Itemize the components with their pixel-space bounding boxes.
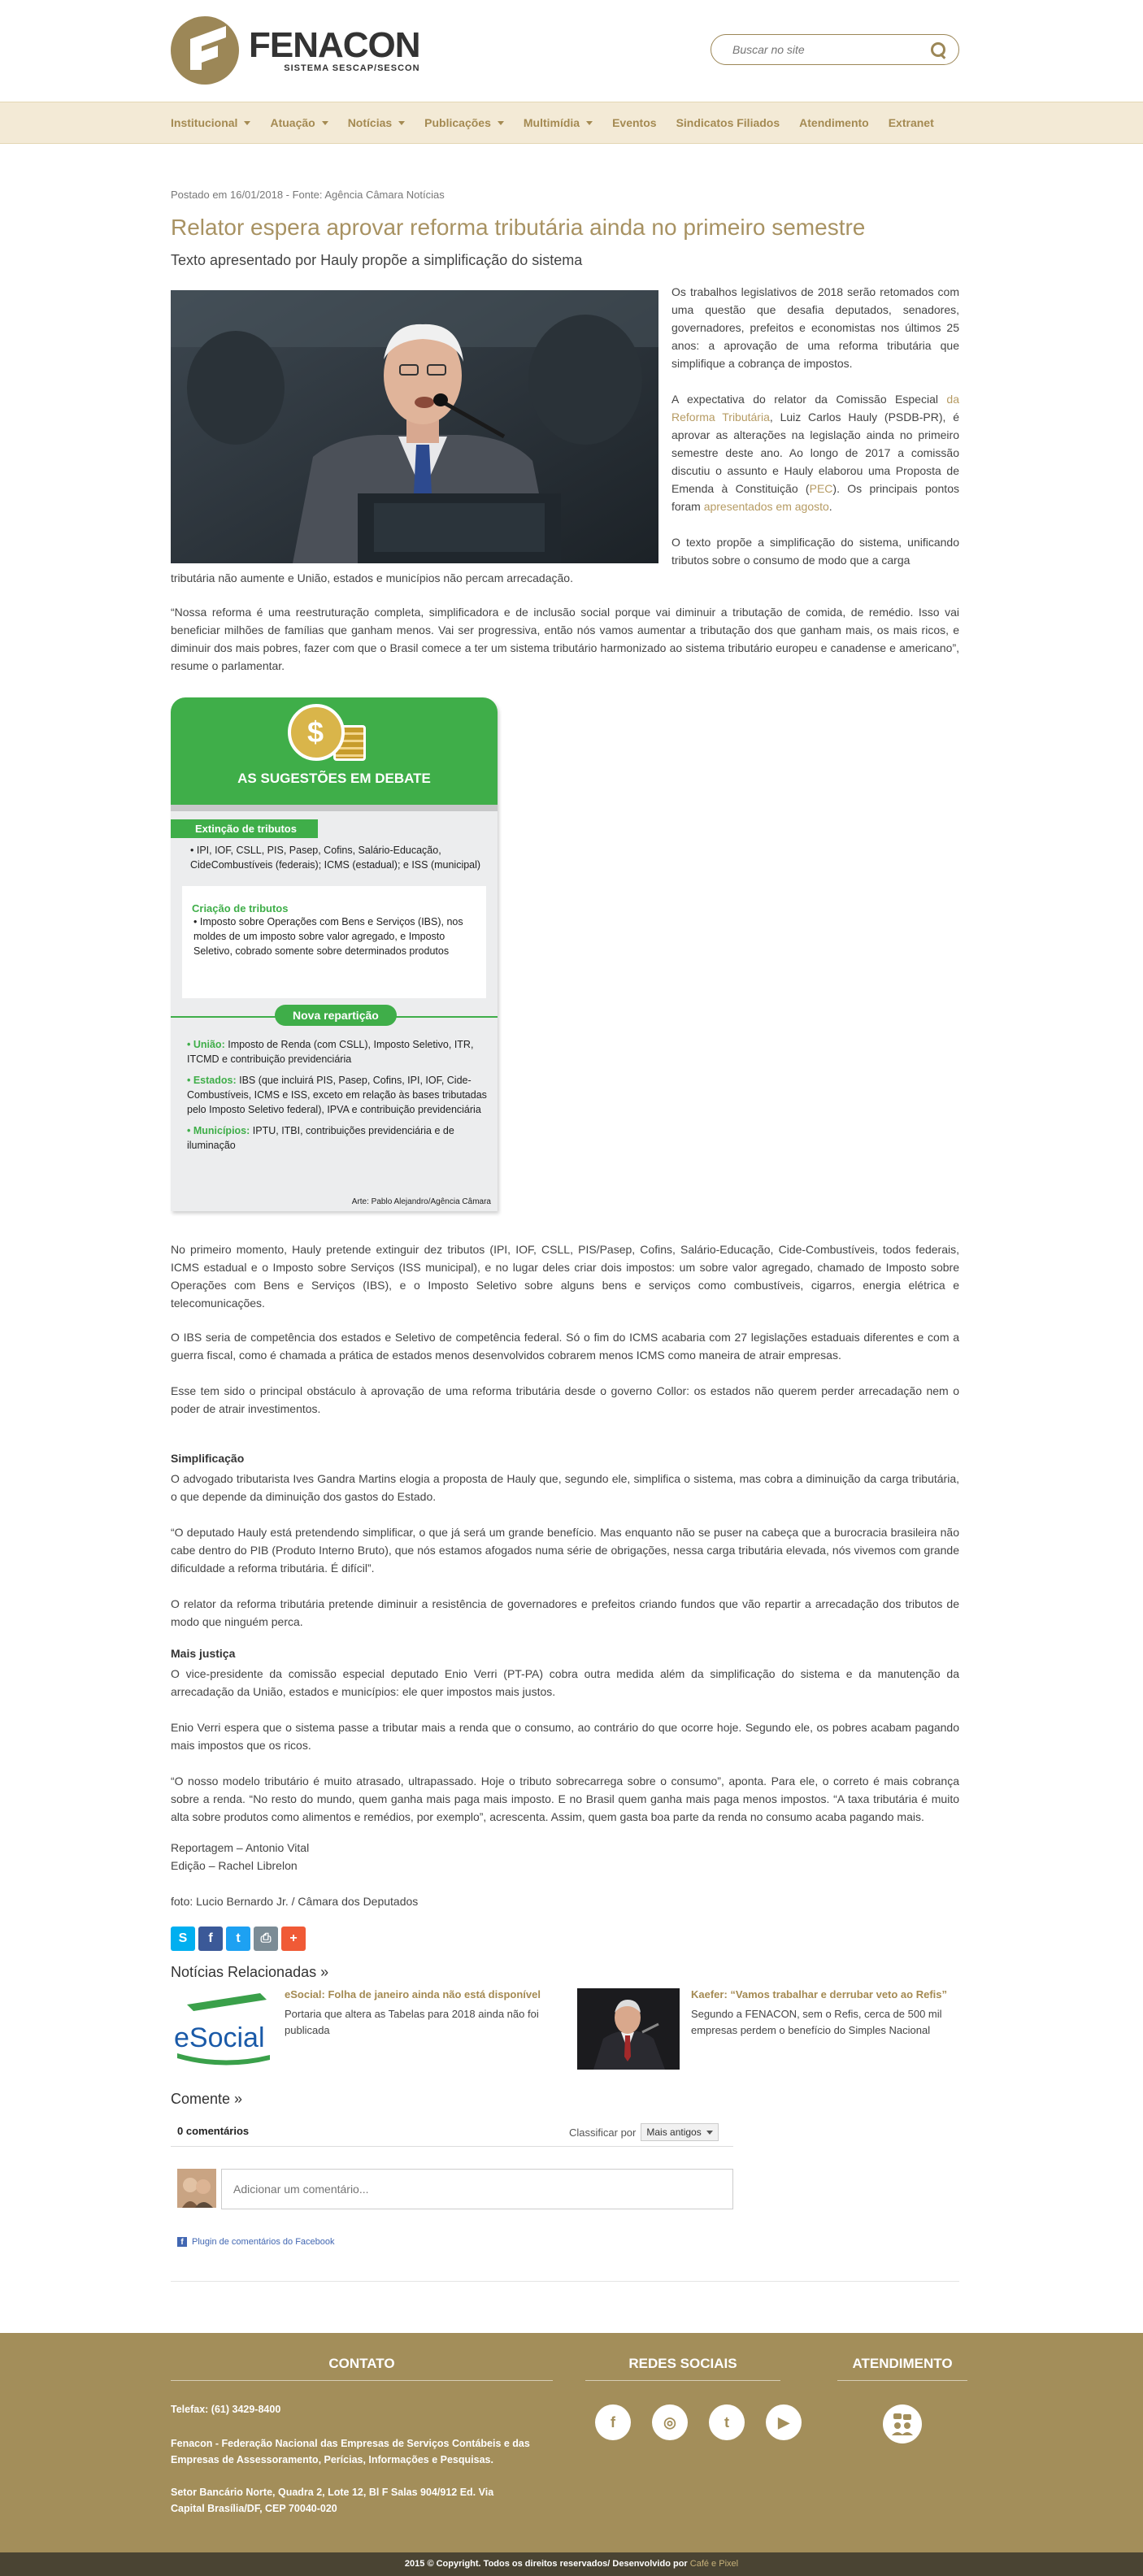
article-photo <box>171 290 658 563</box>
article-paragraph: Esse tem sido o principal obstáculo à aprovação de uma reforma tributária desde o governo Collor: os estados não querem perder arrecadação nem o poder de atrair investimentos. <box>171 1384 959 1415</box>
article-paragraph: O advogado tributarista Ives Gandra Martins elogia a proposta de Hauly que, segundo ele, simplifica o sistema, mas cobra a diminuição da carga tributária, o que depende da diminuição dos gastos do Estado. <box>171 1472 959 1503</box>
esocial-logo-icon <box>171 1988 275 2068</box>
paragraph-text: ). Os principais pontos foram <box>671 482 959 513</box>
paragraph-text: A expectativa do relator da Comissão Especial <box>671 393 947 406</box>
credit-foto: foto: Lucio Bernardo Jr. / Câmara dos Deputados <box>171 1895 419 1908</box>
avatar <box>177 2169 216 2208</box>
twitter-share-icon[interactable]: t <box>226 1927 250 1951</box>
infographic-credit: Arte: Pablo Alejandro/Agência Câmara <box>351 1197 491 1206</box>
nav-item-institucional[interactable]: Institucional <box>171 116 250 129</box>
nav-item-extranet[interactable]: Extranet <box>888 116 934 129</box>
divider <box>171 805 498 811</box>
reparticao-list <box>187 1037 489 1159</box>
esocial-logo[interactable] <box>171 1988 275 2068</box>
divider <box>837 2380 967 2381</box>
section-heading: Simplificação <box>171 1452 245 1465</box>
article-paragraph: O texto propõe a simplificação do sistema, unificando tributos sobre o consumo de modo que a carga <box>671 536 959 567</box>
divider <box>171 2380 553 2381</box>
article-paragraph: “Nossa reforma é uma reestruturação completa, simplificadora e de inclusão social porque vai diminuir a tributação de comida, de remédio. Isso vai beneficiar milhões de famílias que ganham menos. Vai ser progressiva, então nós vamos aumentar a tributação dos que ganham mais, os mais ricos, e diminuir dos mais pobres, fazer com que o Brasil comece a ter um sistema tributário harmonizado ao sistema tributário europeu e canadense e americano”, resume o parlamentar. <box>171 606 959 672</box>
nova-reparticao-badge: Nova repartição <box>275 1005 397 1026</box>
post-meta: Postado em 16/01/2018 - Fonte: Agência Câmara Notícias <box>171 189 445 201</box>
more-share-icon[interactable]: + <box>281 1927 306 1951</box>
logo-subtitle: SISTEMA SESCAP/SESCON <box>284 63 420 73</box>
share-bar <box>171 1927 309 1951</box>
paragraph-text: , Luiz Carlos Hauly (PSDB-PR), é aprovar as alterações na legislação ainda no primeiro semestre deste ano. Ao longo de 2017 a comissão discutiu o assunto e Hauly elaborou uma Proposta de Emenda à Constituição ( <box>671 411 959 495</box>
related-item-title[interactable]: Kaefer: “Vamos trabalhar e derrubar veto ao Refis” <box>691 1988 948 2000</box>
link-pec[interactable]: PEC <box>809 482 833 495</box>
nav-item-noticias[interactable]: Notícias <box>348 116 405 129</box>
article-paragraph <box>671 390 959 515</box>
divider <box>171 2146 733 2147</box>
comments-title: Comente » <box>171 2091 243 2107</box>
article-paragraph: “O nosso modelo tributário é muito atrasado, ultrapassado. Hoje o tributo sobrecarrega sobre o consumo”, aponta. Para ele, o correto é mais cobrança sobre a renda. “No resto do mundo, quem ganha mais paga mais imposto. E no Brasil quem ganha mais paga menos impostos. “A taxa tributária é muito alta sobre produtos como alimentos e remédios, por exemplo”, acrescenta. Assim, quem gasta boa parte da renda no consumo acaba pagando mais. <box>171 1775 959 1823</box>
logo-name: FENACON <box>249 25 420 65</box>
infographic <box>171 697 498 1211</box>
link-reforma-tributaria[interactable]: da Reforma Tributária <box>671 393 959 424</box>
nav-item-sindicatos[interactable]: Sindicatos Filiados <box>676 116 780 129</box>
link-apresentados-agosto[interactable]: apresentados em agosto <box>703 500 829 513</box>
list-item: • Municípios: IPTU, ITBI, contribuições previdenciária e de iluminação <box>187 1125 454 1151</box>
speaker-photo-icon <box>171 290 658 563</box>
youtube-icon[interactable]: ▶ <box>766 2404 802 2440</box>
coins-icon: $ <box>288 704 366 762</box>
print-share-icon[interactable]: ⎙ <box>254 1927 278 1951</box>
nav-item-multimidia[interactable]: Multimídia <box>524 116 593 129</box>
list-item: • Estados: IBS (que incluirá PIS, Pasep, Cofins, IPI, IOF, Cide-Combustíveis, ICMS e ISS, exceto em relação às bases tributadas pelo Imposto Seletivo federal), IPVA e contribuição previdenciária <box>187 1075 487 1115</box>
nav-item-publicacoes[interactable]: Publicações <box>424 116 504 129</box>
criacao-box <box>182 886 486 998</box>
article-paragraph: Enio Verri espera que o sistema passe a tributar mais a renda que o consumo, ao contrário do que ocorre hoje. Segundo ele, os pobres acabam pagando mais impostos que os ricos. <box>171 1721 959 1752</box>
article-paragraph: tributária não aumente e União, estados e municípios não percam arrecadação. <box>171 571 573 584</box>
section-heading: Mais justiça <box>171 1647 236 1660</box>
footer-redes-heading: REDES SOCIAIS <box>628 2356 737 2371</box>
infographic-heading: AS SUGESTÕES EM DEBATE <box>237 771 431 786</box>
facebook-share-icon[interactable]: f <box>198 1927 223 1951</box>
article-paragraph: O IBS seria de competência dos estados e Seletivo de competência federal. Só o fim do ICMS acabaria com 27 legislações estaduais diferentes e com a guerra fiscal, como é chamada a prática de estados menos desenvolvidos cobrarem menos ICMS como maneira de atrair empresas. <box>171 1331 959 1362</box>
facebook-plugin-link[interactable] <box>177 2237 335 2247</box>
sort-value: Mais antigos <box>646 2126 702 2138</box>
svg-text:eSocial: eSocial <box>174 2022 265 2053</box>
nav-item-atendimento[interactable]: Atendimento <box>799 116 869 129</box>
sort-label: Classificar por <box>569 2126 637 2139</box>
nav-item-atuacao[interactable]: Atuação <box>270 116 328 129</box>
copyright-bar <box>0 2552 1143 2576</box>
related-photo[interactable] <box>577 1988 680 2070</box>
footer-telefax: Telefax: (61) 3429-8400 <box>171 2404 281 2415</box>
related-item-text: Segundo a FENACON, sem o Refis, cerca de 500 mil empresas perdem o benefício do Simples Nacional <box>691 2008 942 2036</box>
footer-contato-heading: CONTATO <box>328 2356 395 2371</box>
credit-reportagem: Reportagem – Antonio Vital <box>171 1841 310 1854</box>
divider <box>585 2380 780 2381</box>
article-paragraph: No primeiro momento, Hauly pretende extinguir dez tributos (IPI, IOF, CSLL, PIS/Pasep, Cofins, Salário-Educação, Cide-Combustíveis, todos federais, ICMS estadual e o Imposto sobre Serviços (ISS municipal), e no lugar deles criar dois impostos: um sobre valor agregado, chamado de Imposto sobre Operações com Bens e Serviços (IBS), e o Imposto Seletivo sobre alguns bens e serviços como combustíveis, cigarros, energia elétrica e telecomunicações. <box>171 1243 959 1310</box>
copyright-text: 2015 © Copyright. Todos os direitos reservados/ Desenvolvido por <box>404 2559 688 2569</box>
skype-share-icon[interactable]: S <box>171 1927 195 1951</box>
article-paragraph: O relator da reforma tributária pretende diminuir a resistência de governadores e prefeitos criando fundos que vão repartir a arrecadação dos tributos de modo que ninguém perca. <box>171 1597 959 1628</box>
chevron-down-icon <box>706 2131 713 2135</box>
user-avatar-icon <box>177 2169 216 2208</box>
facebook-icon: f <box>177 2237 187 2247</box>
related-news-title: Notícias Relacionadas » <box>171 1964 329 1980</box>
list-item: • União: Imposto de Renda (com CSLL), Imposto Seletivo, ITR, ITCMD e contribuição previdenciária <box>187 1039 474 1065</box>
sort-select[interactable] <box>641 2123 718 2141</box>
article-title: Relator espera aprovar reforma tributária ainda no primeiro semestre <box>171 215 866 240</box>
paragraph-text: . <box>828 500 832 513</box>
developer-link[interactable]: Café e Pixel <box>689 2559 739 2569</box>
footer-org: Fenacon - Federação Nacional das Empresas de Serviços Contábeis e das Empresas de Assessoramento, Perícias, Informações e Pesquisas. <box>171 2438 530 2465</box>
footer-address: Setor Bancário Norte, Quadra 2, Lote 12, Bl F Salas 904/912 Ed. Via Capital Brasília/DF, CEP 70040-020 <box>171 2487 494 2514</box>
extincao-text: • IPI, IOF, CSLL, PIS, Pasep, Cofins, Salário-Educação, CideCombustíveis (federais); ICMS (estadual); e ISS (municipal) <box>190 845 481 871</box>
credit-edicao: Edição – Rachel Librelon <box>171 1859 298 1872</box>
criacao-title: Criação de tributos <box>192 902 289 914</box>
instagram-icon[interactable]: ◎ <box>652 2404 688 2440</box>
divider <box>171 2281 959 2282</box>
related-item-title[interactable]: eSocial: Folha de janeiro ainda não está disponível <box>285 1988 541 2000</box>
users-chat-icon <box>890 2412 915 2436</box>
speaker-photo-icon <box>577 1988 680 2070</box>
article-paragraph: Os trabalhos legislativos de 2018 serão retomados com uma questão que desafia deputados, senadores, governadores, prefeitos e economistas nos últimos 25 anos: a aprovação de uma reforma tributária que simplifique a cobrança de impostos. <box>671 285 959 370</box>
twitter-icon[interactable]: t <box>709 2404 745 2440</box>
atendimento-icon[interactable] <box>883 2404 922 2444</box>
related-item-text: Portaria que altera as Tabelas para 2018 ainda não foi publicada <box>285 2008 539 2036</box>
comment-input[interactable] <box>221 2169 733 2209</box>
article-paragraph: “O deputado Hauly está pretendendo simplificar, o que já será um grande benefício. Mas enquanto não se puser na cabeça que a burocracia brasileira não cabe dentro do PIB (Produto Interno Bruto), que nós estamos afogados numa série de obrigações, nessa carga tributária elevada, nós vivemos com grande dificuldade a reforma tributária. É difícil”. <box>171 1526 959 1575</box>
article-subtitle: Texto apresentado por Hauly propõe a simplificação do sistema <box>171 252 583 268</box>
comment-sort <box>569 2123 719 2141</box>
facebook-icon[interactable]: f <box>595 2404 631 2440</box>
article-paragraph: O vice-presidente da comissão especial deputado Enio Verri (PT-PA) cobra outra medida além da simplificação do sistema e da manutenção da arrecadação da União, estados e municípios: ele quer impostos mais justos. <box>171 1667 959 1698</box>
comment-count: 0 comentários <box>177 2125 250 2137</box>
fb-plugin-label: Plugin de comentários do Facebook <box>192 2237 335 2247</box>
criacao-text: • Imposto sobre Operações com Bens e Serviços (IBS), nos moldes de um imposto sobre valor agregado, e Imposto Seletivo, cobrado somente sobre determinados produtos <box>193 916 463 957</box>
footer-atendimento-heading: ATENDIMENTO <box>852 2356 953 2371</box>
tag-extincao: Extinção de tributos <box>171 819 318 838</box>
site-footer <box>0 2333 1143 2552</box>
nav-item-eventos[interactable]: Eventos <box>612 116 657 129</box>
